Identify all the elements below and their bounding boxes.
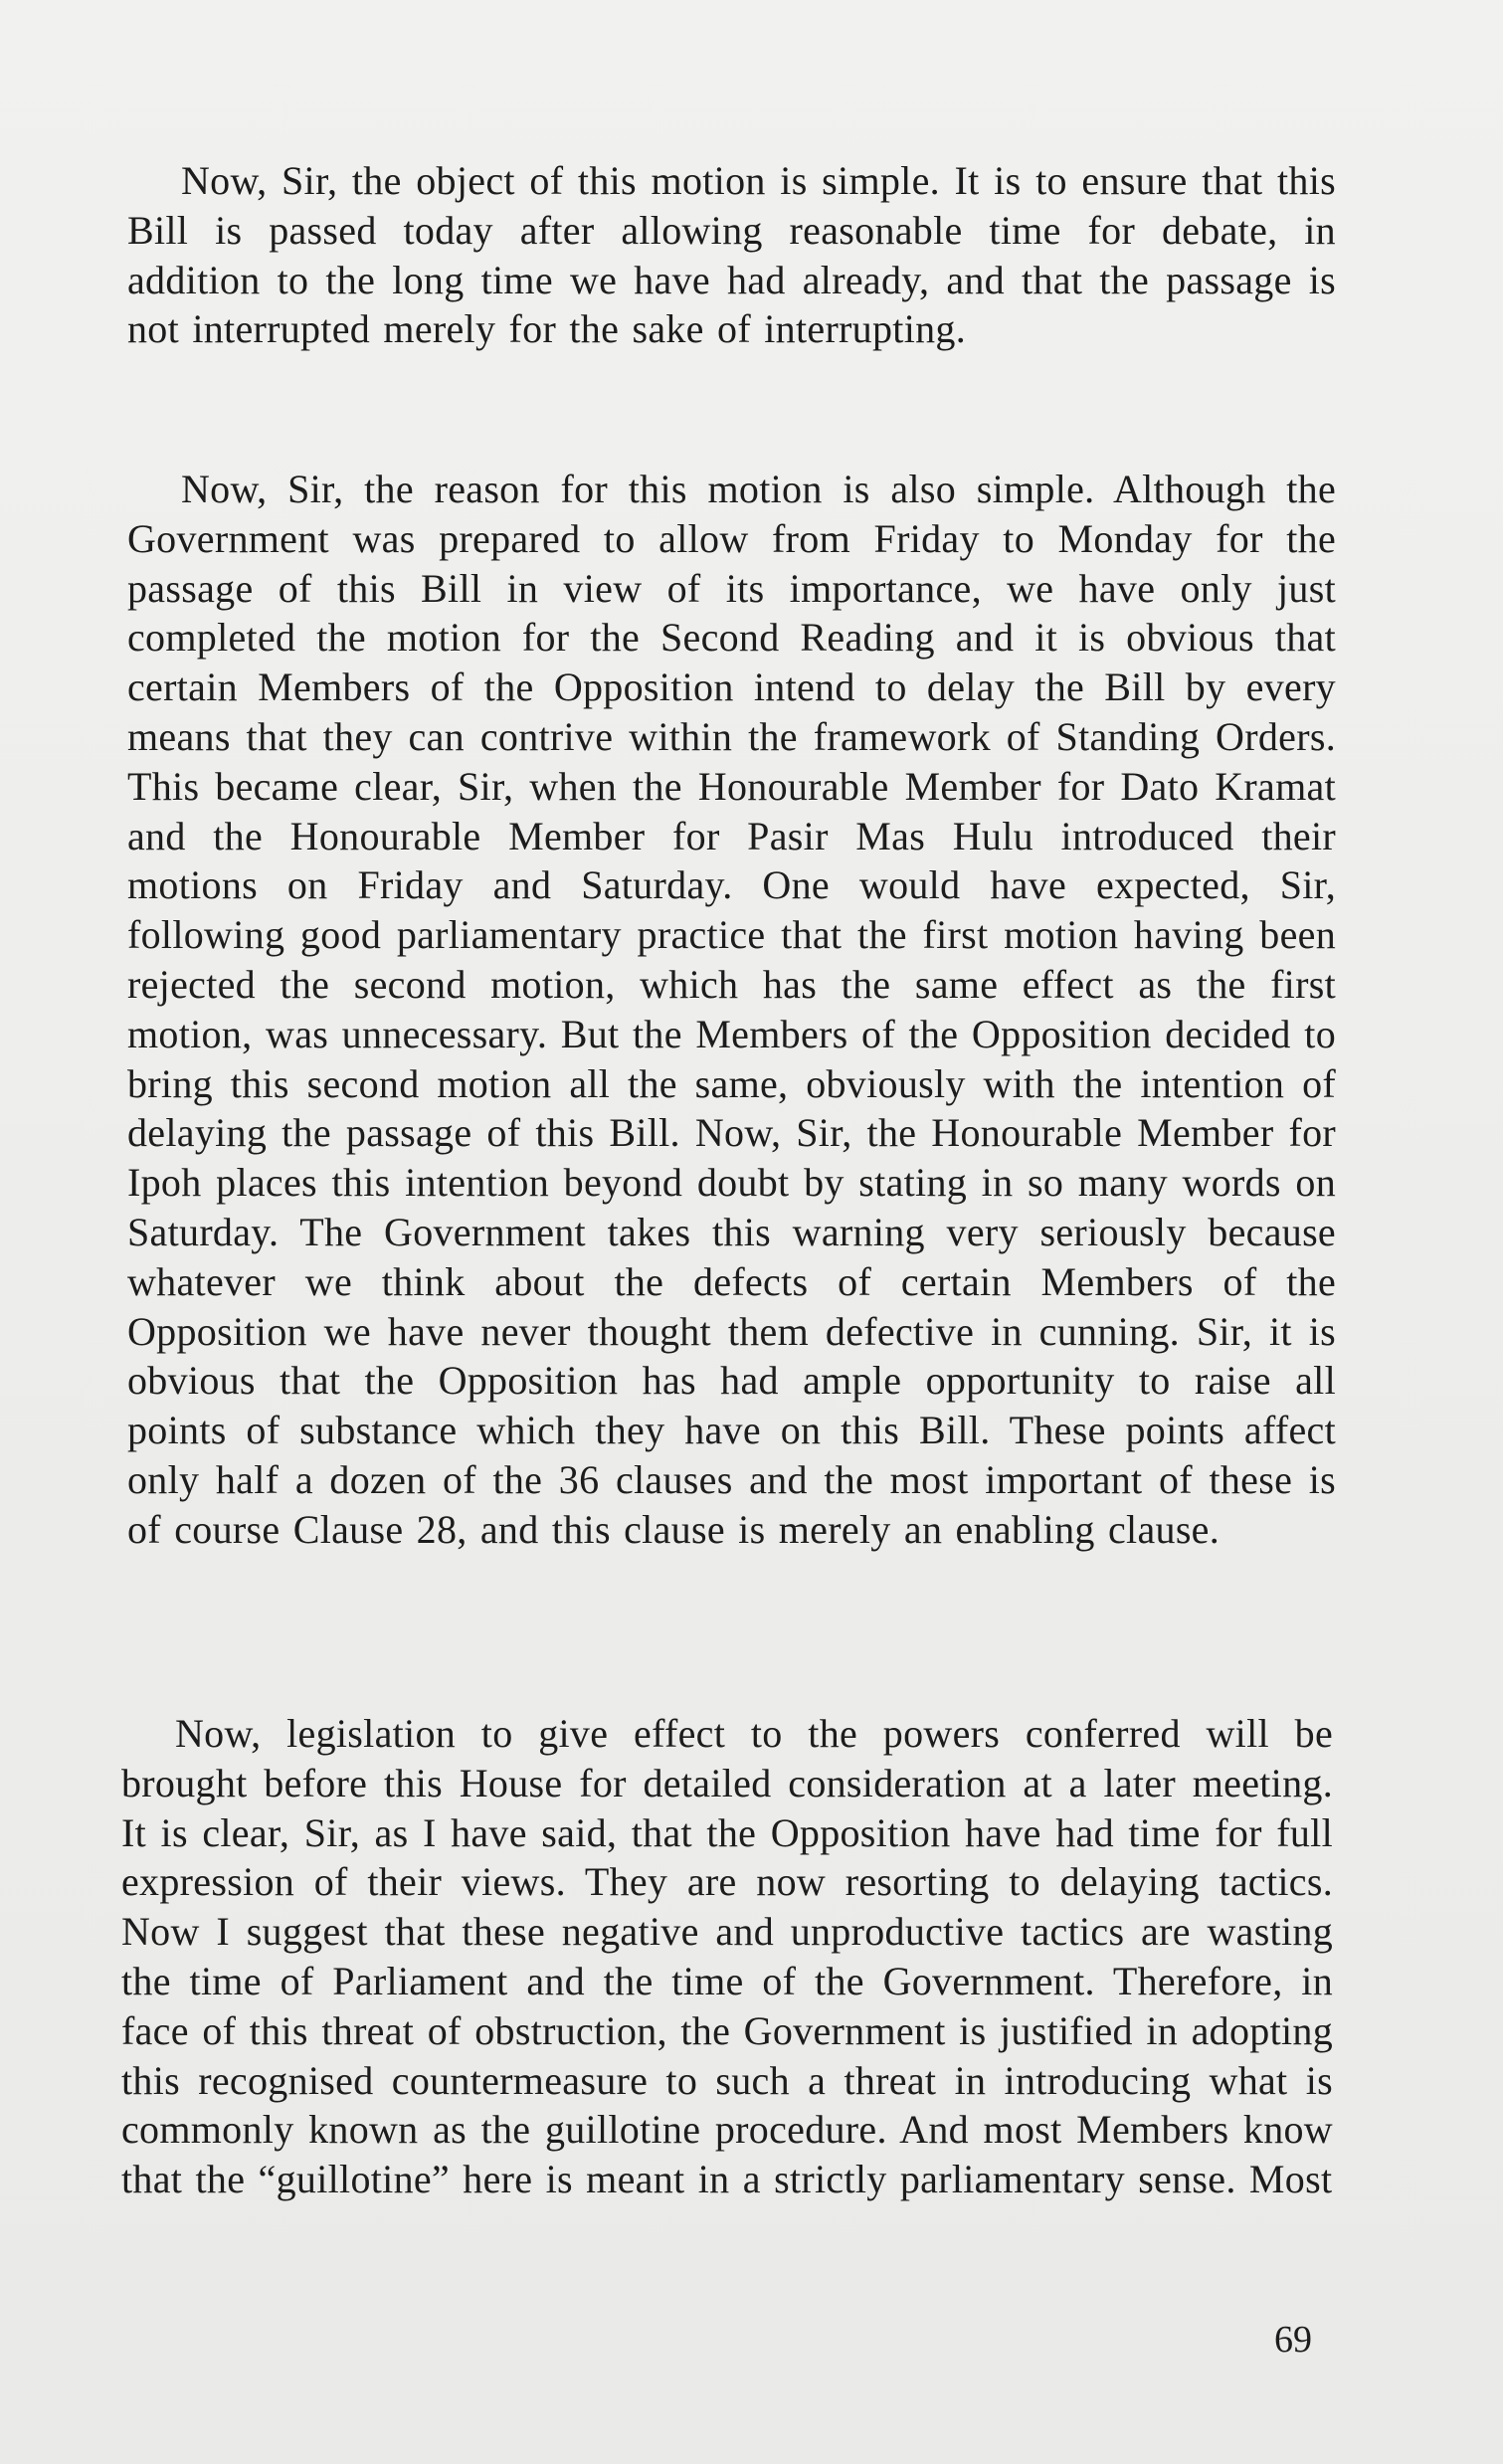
paragraph-guillotine-procedure: Now, legislation to give effect to the powers conferred will be brought before this House for detailed consideration at a later meeting. It is clear, Sir, as I have said, that the Opposition have had time for full expression of their views. They are now resorting to delaying tactics. Now I suggest that these negative and unproductive tactics are wasting the time of Parliament and the time of the Government. Therefore, in face of this threat of obstruction, the Government is justified in adopting this recognised countermeasure to such a threat in introducing what is commonly known as the guillotine procedure. And most Members know that the “guillotine” here is meant in a strictly parliamentary sense. Most xyxy=(121,1711,1333,2202)
page-number: 69 xyxy=(1274,2319,1312,2361)
paragraph-object-of-motion: Now, Sir, the object of this motion is simple. It is to ensure that this Bill is passed today after allowing reasonable time for debate, in addition to the long time we have had already, and that the passage is not interrupted merely for the sake of interrupting. xyxy=(127,158,1336,352)
paragraph-reason-for-motion: Now, Sir, the reason for this motion is also simple. Although the Government was prepared to allow from Friday to Monday for the passage of this Bill in view of its importance, we have only just completed the motion for the Second Reading and it is obvious that certain Members of the Opposition intend to delay the Bill by every means that they can contrive within the framework of Standing Orders. This became clear, Sir, when the Honourable Member for Dato Kramat and the Honourable Member for Pasir Mas Hulu introduced their motions on Friday and Saturday. One would have expected, Sir, following good parliamentary practice that the first motion having been rejected the second motion, which has the same effect as the first motion, was unnecessary. But the Members of the Opposition decided to bring this second motion all the same, obviously with the intention of delaying the passage of this Bill. Now, Sir, the Honourable Member for Ipoh places this intention beyond doubt by stating in so many words on Saturday. The Government takes this warning very seriously because whatever we think about the defects of certain Members of the Opposition we have never thought them defective in cunning. Sir, it is obvious that the Opposition has had ample opportunity to raise all points of substance which they have on this Bill. These points affect only half a dozen of the 36 clauses and the most important of these is of course Clause 28, and this clause is merely an enabling clause. xyxy=(127,467,1336,1552)
